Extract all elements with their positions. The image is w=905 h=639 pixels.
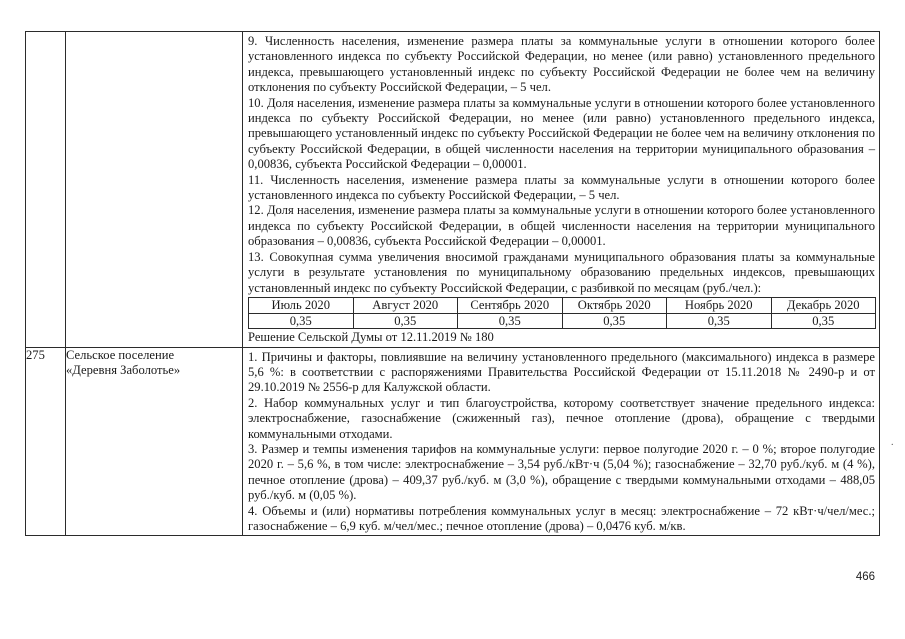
list-item: 9. Численность населения, изменение размера платы за коммунальные услуги в отношении которого более установленного индекса по субъекту Российской Федерации, но менее (или равно) установленного предельного индекса, превышающего установленный индекс по субъекту Российской Федерации не более чем на величину отклонения по субъекту Российской Федерации, – 5 чел. <box>248 34 875 95</box>
month-value: 0,35 <box>562 313 667 329</box>
month-header: Июль 2020 <box>249 297 354 313</box>
table-row <box>26 32 880 348</box>
month-value: 0,35 <box>458 313 563 329</box>
month-value: 0,35 <box>249 313 354 329</box>
details-cell <box>243 32 880 348</box>
list-item: 12. Доля населения, изменение размера платы за коммунальные услуги в отношении которого более установленного индекса по субъекту Российской Федерации, в общей численности населения на территории муниципального образования – 0,00836, субъекта Российской Федерации – 0,00001. <box>248 203 875 249</box>
month-value: 0,35 <box>353 313 458 329</box>
row-number-cell <box>26 32 66 348</box>
month-value: 0,35 <box>667 313 772 329</box>
row-number-cell <box>26 347 66 536</box>
list-item: 2. Набор коммунальных услуг и тип благоустройства, которому соответствует значение предельного индекса: электроснабжение, газоснабжение (сжиженный газ), печное отопление (дрова), обращение с твердыми коммунальными отходами. <box>248 395 875 441</box>
page-number: 466 <box>855 571 875 583</box>
month-header: Декабрь 2020 <box>771 297 876 313</box>
month-header: Ноябрь 2020 <box>667 297 772 313</box>
decision-reference: Решение Сельской Думы от 12.11.2019 № 180 <box>248 330 494 345</box>
list-item: 1. Причины и факторы, повлиявшие на величину установленного предельного (максимального) индекса в размере 5,6 %: в соответствии с распоряжениями Правительства Российской Федерации от 15.11.2018 № 2490-р и от 29.10.2019 № 2556-р для Калужской области. <box>248 349 875 395</box>
list-item: 4. Объемы и (или) нормативы потребления коммунальных услуг в месяц: электроснабжение – 72 кВт·ч/чел/мес.; газоснабжение – 6,9 куб. м/чел/мес.; печное отопление (дрова) – 0,0476 куб. м/кв. <box>248 503 875 533</box>
row-number: 275 <box>26 347 45 362</box>
municipality-cell <box>66 32 243 348</box>
list-item: 3. Размер и темпы изменения тарифов на коммунальные услуги: первое полугодие 2020 г. – 0 %; второе полугодие 2020 г. – 5,6 %, в том числе: электроснабжение – 3,54 руб./кВт·ч (5,04 %); газоснабжение – 32,70 руб./куб. м (4 %), печное отопление (дрова) – 409,37 руб./куб. м (3,0 %), обращение с твердыми коммунальными отходами – 488,05 руб./куб. м (0,05 %). <box>248 441 875 503</box>
list-item: 13. Совокупная сумма увеличения вносимой гражданами муниципального образования платы за коммунальные услуги в результате установления по муниципальному образованию предельных индексов, превышающих установленный индекс по субъекту Российской Федерации, с разбивкой по месяцам (руб./чел.): <box>248 249 875 295</box>
months-value-row <box>249 313 876 329</box>
register-table <box>25 31 880 536</box>
scan-mark: . <box>891 437 894 448</box>
months-header-row <box>249 297 876 313</box>
month-header: Октябрь 2020 <box>562 297 667 313</box>
document-page <box>25 31 879 536</box>
list-item: 10. Доля населения, изменение размера платы за коммунальные услуги в отношении которого более установленного индекса по субъекту Российской Федерации, но менее (или равно) установленного предельного индекса, превышающего установленный индекс по субъекту Российской Федерации не более чем на величину отклонения по субъекту Российской Федерации, в общей численности населения на территории муниципального образования – 0,00836, субъекта Российской Федерации – 0,00001. <box>248 95 875 172</box>
details-cell <box>243 347 880 536</box>
month-header: Август 2020 <box>353 297 458 313</box>
table-row <box>26 347 880 536</box>
month-header: Сентябрь 2020 <box>458 297 563 313</box>
monthly-increase-table <box>248 297 876 329</box>
municipality-name-line1: Сельское поселение <box>66 347 175 362</box>
month-value: 0,35 <box>771 313 876 329</box>
list-item: 11. Численность населения, изменение размера платы за коммунальные услуги в отношении которого более установленного индекса по субъекту Российской Федерации, – 5 чел. <box>248 172 875 203</box>
municipality-cell <box>66 347 243 536</box>
municipality-name-line2: «Деревня Заболотье» <box>66 362 181 377</box>
